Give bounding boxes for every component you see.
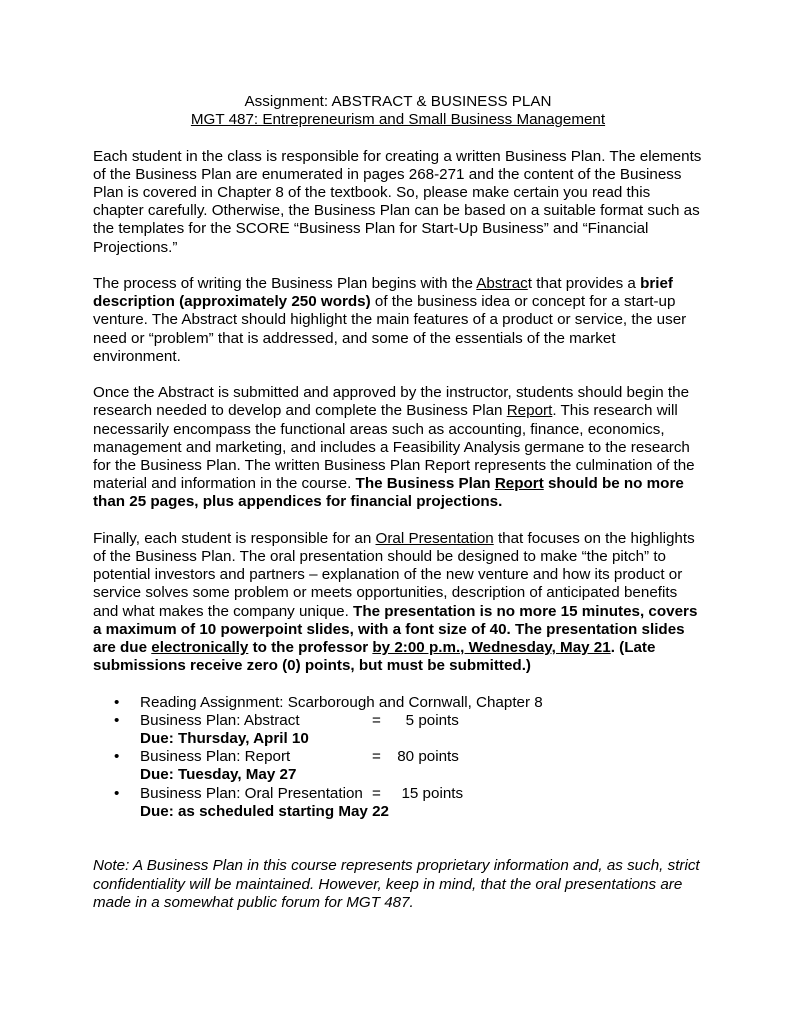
spacer	[93, 129, 703, 147]
item-points: 5 points	[393, 711, 459, 729]
item-label: Business Plan: Report	[140, 748, 291, 766]
presentation-bold-3: . (Late submissions receive zero (0) points, but must be submitted.)	[93, 639, 656, 675]
presentation-paragraph	[93, 530, 703, 676]
list-item	[93, 712, 703, 748]
assignment-list	[93, 694, 703, 821]
abstract-text-1: The process of writing the Business Plan begins with the	[93, 275, 477, 292]
list-item	[93, 694, 703, 712]
abstract-underlined: Abstrac	[476, 275, 528, 292]
report-paragraph	[93, 384, 703, 511]
abstract-text-2: t that provides a	[527, 275, 641, 292]
presentation-text-1: Finally, each student is responsible for an	[93, 529, 376, 547]
list-item	[93, 748, 703, 784]
bullet-icon: •	[114, 711, 120, 729]
bullet-icon: •	[114, 693, 120, 711]
abstract-paragraph	[93, 275, 703, 366]
presentation-underlined: Oral Presentation	[375, 529, 494, 547]
abstract-text-3: of the business idea or concept for a start-up venture. The Abstract should highlight the main features of a product or service, the user need or “problem” that is addressed, and some of the essentials of the market environment.	[93, 293, 687, 365]
presentation-text-2: that focuses on the highlights of the Business Plan. The oral presentation should be designed to make “the pitch” to potential investors and partners – explanation of the new venture and how its product or service solves some problem or meets opportunities, description of anticipated benefits and what makes the company unique.	[93, 529, 695, 620]
bullet-icon: •	[114, 748, 120, 766]
report-underlined: Report	[506, 402, 553, 420]
item-label: Business Plan: Oral Presentation	[140, 784, 363, 802]
item-line	[140, 712, 703, 730]
item-label: Business Plan: Abstract	[140, 711, 300, 729]
item-due: Due: Thursday, April 10	[140, 730, 309, 748]
report-bold-underlined: Report	[494, 475, 544, 493]
abstract-bold: brief description (approximately 250 words)	[93, 275, 673, 311]
item-points: 80 points	[393, 748, 459, 766]
item-due: Due: Tuesday, May 27	[140, 766, 297, 784]
confidentiality-note: Note: A Business Plan in this course represents proprietary information and, as such, strict confidentiality will be maintained. However, keep in mind, that the oral presentations are made in a somewhat public forum for MGT 487.	[93, 857, 700, 911]
item-due: Due: as scheduled starting May 22	[140, 802, 389, 820]
bullet-icon: •	[114, 784, 120, 802]
presentation-electronically: electronically	[151, 639, 249, 657]
assignment-title: Assignment: ABSTRACT & BUSINESS PLAN	[244, 93, 552, 110]
spacer	[93, 257, 703, 275]
spacer	[93, 821, 703, 839]
item-line	[140, 748, 703, 766]
reading-assignment: Reading Assignment: Scarborough and Cornwall, Chapter 8	[140, 693, 543, 711]
report-bold-2: should be no more than 25 pages, plus appendices for financial projections.	[93, 475, 684, 511]
item-line	[140, 785, 703, 803]
report-text-2: . This research will necessarily encompass the functional areas such as accounting, finance, economics, management and marketing, and includes a Feasibility Analysis germane to the research for the Business Plan. The written Business Plan Report represents the culmination of the material and information in the course.	[93, 402, 695, 493]
item-points: 15 points	[393, 784, 464, 802]
spacer	[93, 512, 703, 530]
spacer	[93, 839, 703, 857]
report-text-1: Once the Abstract is submitted and approved by the instructor, students should begin the research needed to develop and complete the Business Plan	[93, 384, 690, 420]
item-equals: =	[372, 711, 381, 729]
report-bold-1: The Business Plan	[355, 475, 495, 493]
intro-paragraph: Each student in the class is responsible for creating a written Business Plan. The elements of the Business Plan are enumerated in pages 268-271 and the content of the Business Plan is covered in Chapter 8 of the textbook. So, please make certain you read this chapter carefully. Otherwise, the Business Plan can be based on a suitable format such as the templates for the SCORE “Business Plan for Start-Up Business” and “Financial Projections.”	[93, 147, 702, 256]
spacer	[93, 366, 703, 384]
course-title: MGT 487: Entrepreneurism and Small Business Management	[190, 111, 606, 129]
list-item	[93, 785, 703, 821]
presentation-due-date: by 2:00 p.m., Wednesday, May 21	[372, 639, 611, 657]
item-equals: =	[372, 784, 381, 802]
presentation-bold-1: The presentation is no more 15 minutes, covers a maximum of 10 powerpoint slides, with a font size of 40. The presentation slides are due	[93, 602, 698, 657]
item-equals: =	[372, 748, 381, 766]
document-page	[93, 93, 703, 912]
spacer	[93, 675, 703, 693]
presentation-bold-2: to the professor	[248, 639, 373, 657]
